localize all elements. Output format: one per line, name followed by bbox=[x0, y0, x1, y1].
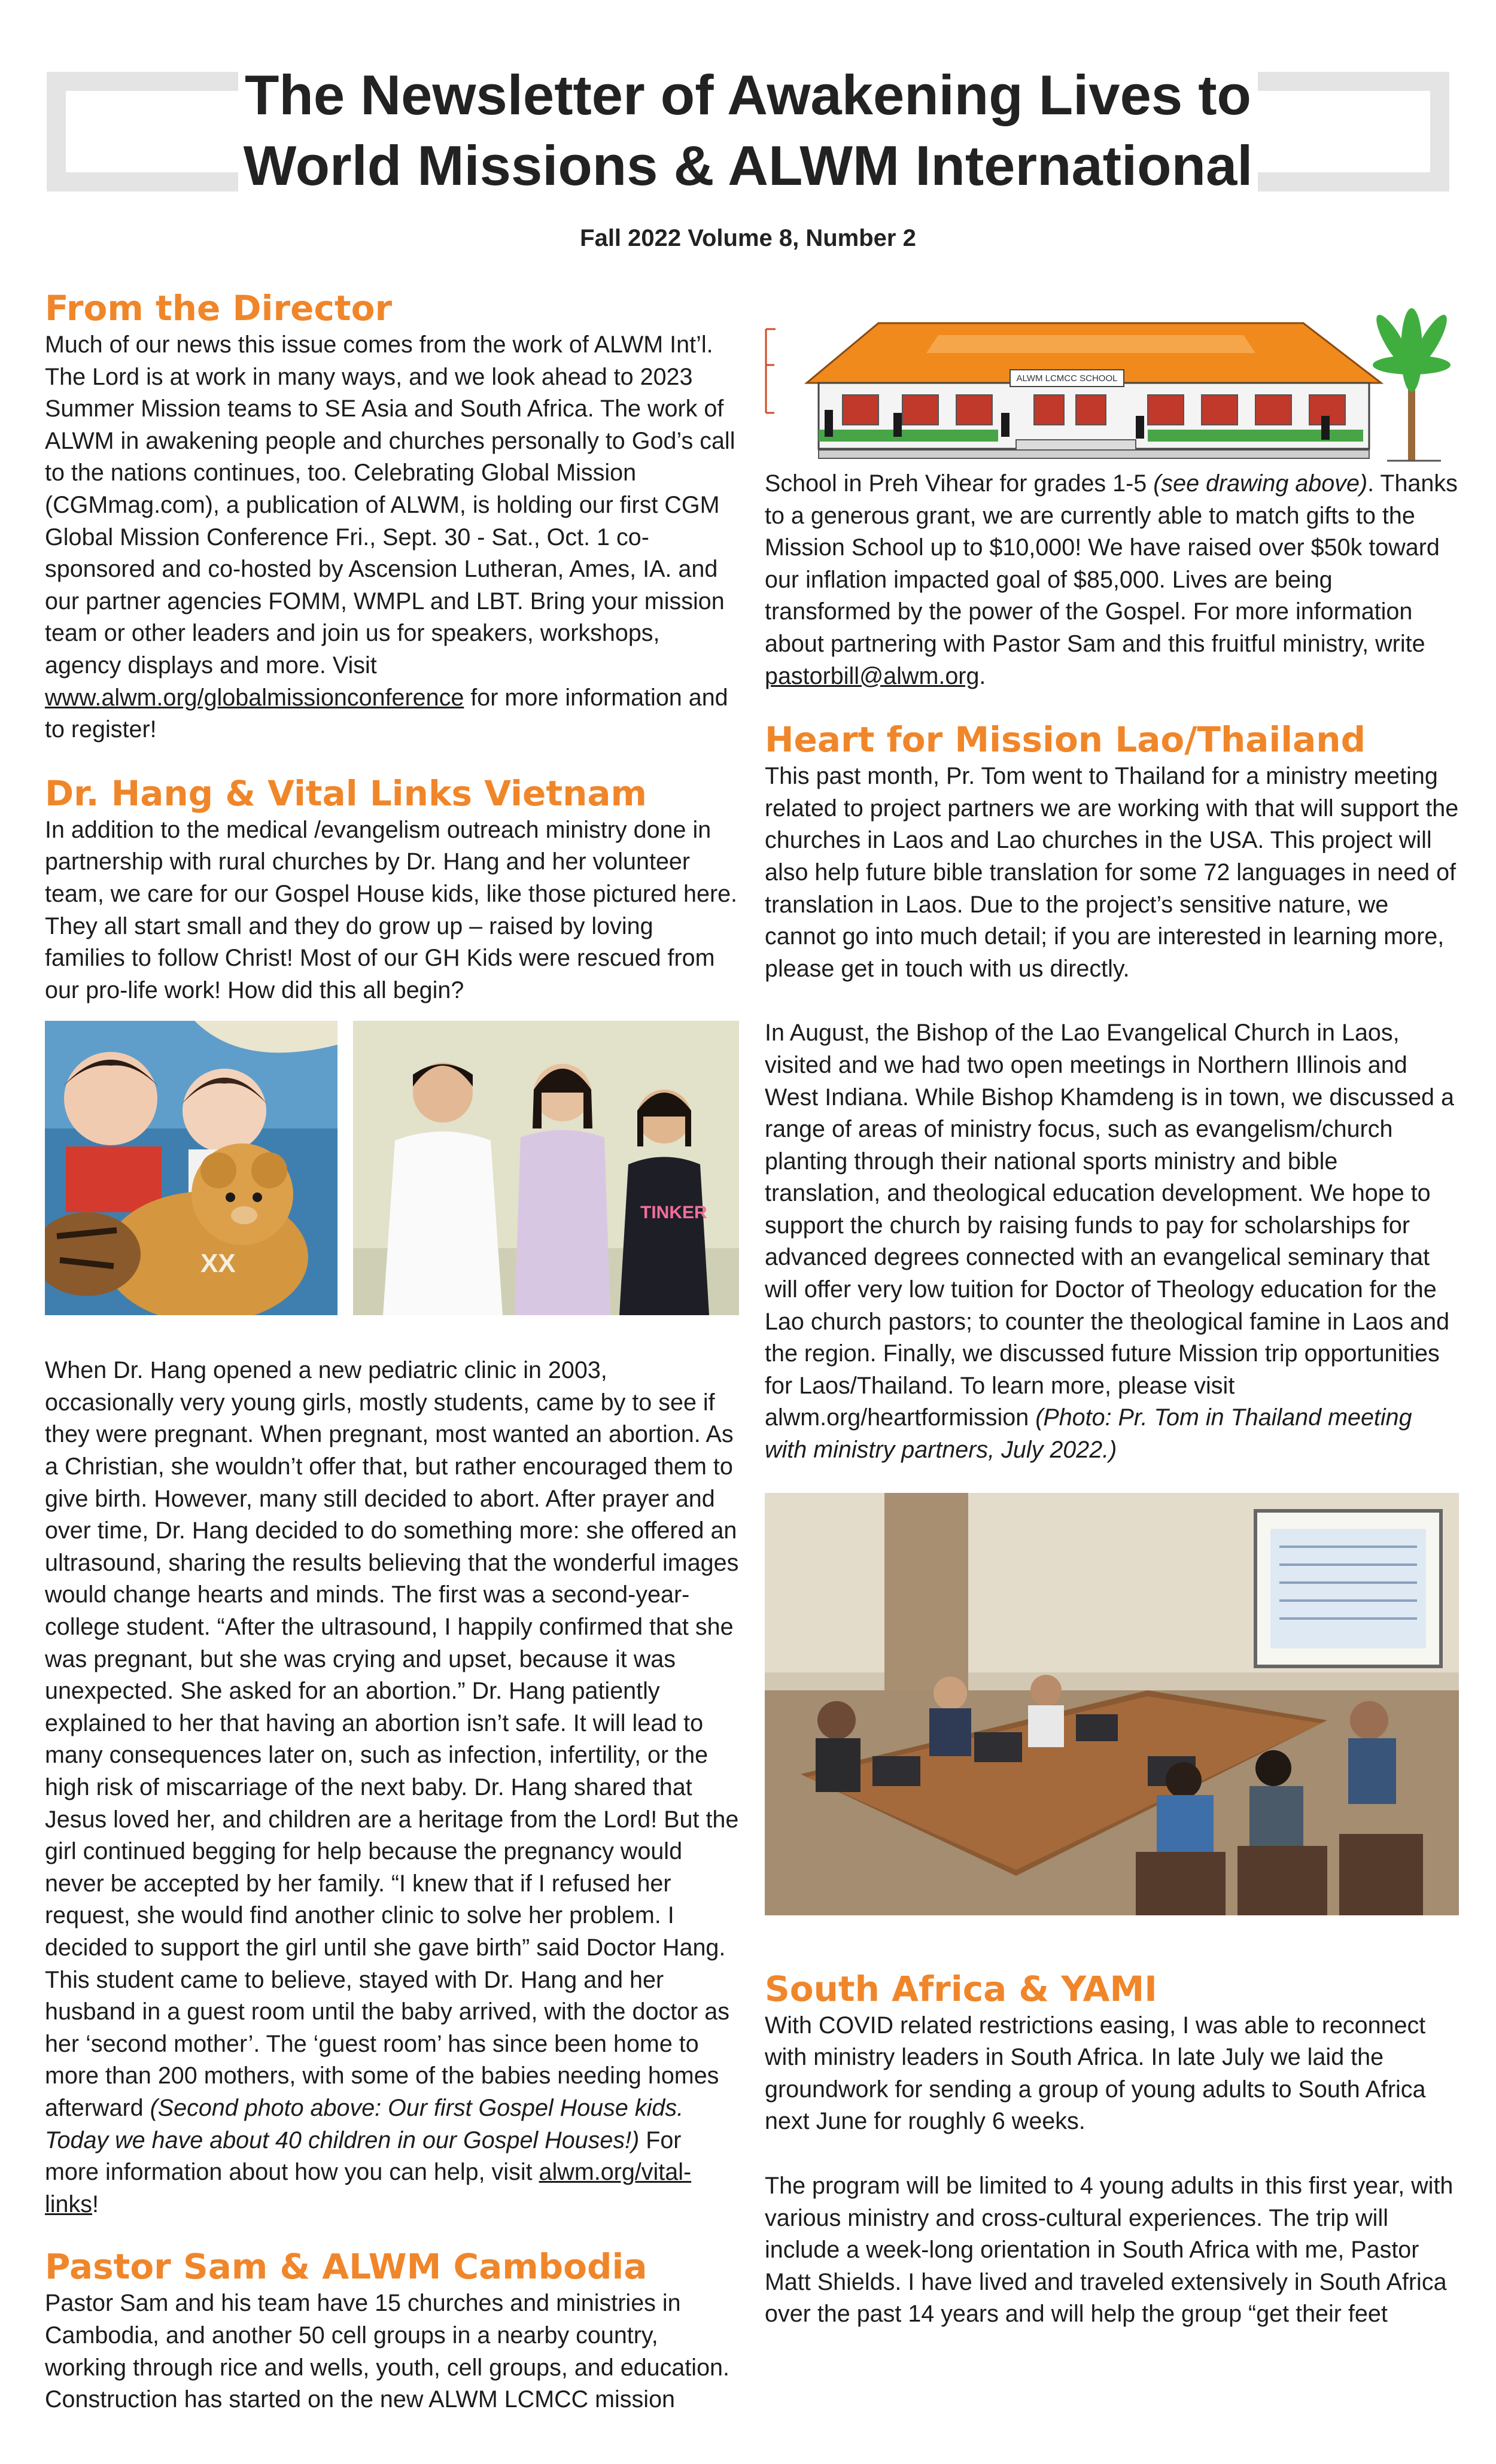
south-africa-heading: South Africa & YAMI bbox=[765, 1968, 1157, 2009]
photo-gospel-house-kids bbox=[353, 1021, 739, 1315]
header-bracket-right bbox=[1258, 72, 1449, 191]
sam-continued-body: . Thanks to a generous grant, we are currently able to match gifts to the Mission School up to $10,000! We have raised over $50k toward our inflation impacted goal of $85,000. Lives are being transformed by the power of the Gospel. For more information about partnering with Pastor Sam and this fruitful ministry, write bbox=[765, 470, 1458, 657]
sam-continued-text: School in Preh Vihear for grades 1-5 bbox=[765, 470, 1154, 497]
hang-story bbox=[45, 1355, 739, 2220]
title-line-2: World Missions & ALWM International bbox=[243, 134, 1253, 197]
photo-children-toys bbox=[45, 1021, 337, 1315]
conference-link[interactable]: www.alwm.org/globalmissionconference bbox=[45, 684, 464, 711]
heart-heading: Heart for Mission Lao/Thailand bbox=[765, 719, 1366, 761]
photo-thailand-meeting bbox=[765, 1493, 1459, 1915]
school-drawing bbox=[765, 293, 1459, 467]
heart-photo-caption: (Photo: Pr. Tom in Thailand meeting with ministry partners, July 2022.) bbox=[765, 1404, 1412, 1464]
director-heading: From the Director bbox=[45, 288, 393, 328]
hang-heading: Dr. Hang & Vital Links Vietnam bbox=[45, 772, 647, 814]
heart-paragraph-2 bbox=[765, 1017, 1459, 1466]
director-body bbox=[45, 329, 739, 746]
newsletter-title bbox=[215, 60, 1281, 201]
sam-continued-end: . bbox=[979, 662, 986, 689]
email-link[interactable]: pastorbill@alwm.org bbox=[765, 662, 980, 689]
tshirt-text: TINKER bbox=[640, 1203, 707, 1223]
hang-intro: In addition to the medical /evangelism outreach ministry done in partnership with rural churches by Dr. Hang and her volunteer team, we care for our Gospel House kids, like those pictured here. They all start small and they do grow up – raised by loving families to follow Christ! Most of our GH Kids were rescued from our pro-life work! How did this all begin? bbox=[45, 816, 738, 1003]
hang-story-text: When Dr. Hang opened a new pediatric clinic in 2003, occasionally very young girls, mostly students, came by to see if they were pregnant. When pregnant, most wanted an abortion. As a Christian, she wouldn’t offer that, but rather encouraged them to give birth. However, many still decided to abort. After prayer and over time, Dr. Hang decided to do something more: she offered an ultrasound, sharing the results believing that the wonderful images would change hearts and minds. The first was a second-year-college student. “After the ultrasound, I happily confirmed that she was pregnant, but she was crying and upset, because it was unexpected. She asked for an abortion.” Dr. Hang patiently explained to her that having an abortion isn’t safe. It will lead to many consequences later on, such as infection, infertility, or the high risk of miscarriage of the next baby. Dr. Hang shared that Jesus loved her, and children are a heritage from the Lord! But the girl continued begging for help because the pregnancy would never be accepted by her family. “I knew that if I refused her request, she would find another clinic to solve her problem. I decided to support the girl until she gave birth” said Doctor Hang. This student came to believe, stayed with Dr. Hang and her husband in a guest room until the baby arrived, with the doctor as her ‘second mother’. The ‘guest room’ has since been home to more than 200 mothers, with some of the babies needing homes afterward bbox=[45, 1357, 739, 2121]
header-bracket-left bbox=[47, 72, 238, 191]
director-text-end: for more information and to register! bbox=[45, 684, 728, 743]
sam-continued bbox=[765, 468, 1459, 692]
south-africa-paragraph-2: The program will be limited to 4 young adults in this first year, with various ministry and cross-cultural experiences. The trip will include a week-long orientation in South Africa with me, Pastor Matt Shields. I have lived and traveled extensively in South Africa over the past 14 years and will help the group “get their feet bbox=[765, 2173, 1454, 2328]
sam-heading: Pastor Sam & ALWM Cambodia bbox=[45, 2246, 647, 2287]
left-column bbox=[45, 287, 739, 2416]
heart-paragraph-2-text: In August, the Bishop of the Lao Evangelical Church in Laos, visited and we had two open meetings in Northern Illinois and West Indiana. While Bishop Khamdeng is in town, we discussed a range of areas of ministry focus, such as evangelism/church planting through their national sports ministry and bible translation, and theological education development. We hope to support the church by raising funds to pay for scholarships for advanced degrees connected with an evangelical seminary that will offer very low tuition for Doctor of Theology education for the Lao church pastors; to counter the theological famine in Laos and the region. Finally, we discussed future Mission trip opportunities for Laos/Thailand. To learn more, please visit alwm.org/heartformission bbox=[765, 1020, 1454, 1431]
school-sign: ALWM LCMCC SCHOOL bbox=[1016, 373, 1118, 384]
toy-tshirt-text: XX bbox=[200, 1249, 236, 1279]
director-text: Much of our news this issue comes from the work of ALWM Int’l. The Lord is at work in many ways, and we look ahead to 2023 Summer Mission teams to SE Asia and South Africa. The work of ALWM in awakening people and churches personally to God’s call to the nations continues, too. Celebrating Global Mission (CGMmag.com), a publication of ALWM, is holding our first CGM Global Mission Conference Fri., Sept. 30 - Sat., Oct. 1 co-sponsored and co-hosted by Ascension Lutheran, Ames, IA. and our partner agencies FOMM, WMPL and LBT. Bring your mission team or other leaders and join us for speakers, workshops, agency displays and more. Visit bbox=[45, 331, 735, 679]
school-drawing-caption: (see drawing above) bbox=[1153, 470, 1368, 497]
issue-info: Fall 2022 Volume 8, Number 2 bbox=[580, 225, 916, 251]
hang-story-end: ! bbox=[92, 2191, 99, 2217]
heart-paragraph-1: This past month, Pr. Tom went to Thailand for a ministry meeting related to project partners we are working with that will support the churches in Laos and Lao churches in the USA. This project will also help future bible translation for some 72 languages in need of translation in Laos. Due to the project’s sensitive nature, we cannot go into much detail; if you are interested in learning more, please get in touch with us directly. bbox=[765, 763, 1459, 982]
right-column bbox=[765, 293, 1459, 2331]
sam-body: Pastor Sam and his team have 15 churches and ministries in Cambodia, and another 50 cell groups in a nearby country, working through rice and wells, youth, cell groups, and education. Construction has started on the new ALWM LCMCC mission bbox=[45, 2290, 729, 2413]
hang-photos bbox=[45, 1021, 739, 1315]
title-line-1: The Newsletter of Awakening Lives to bbox=[245, 63, 1251, 126]
south-africa-paragraph-1: With COVID related restrictions easing, I was able to reconnect with ministry leaders in South Africa. In late July we laid the groundwork for sending a group of young adults to South Africa next June for roughly 6 weeks. bbox=[765, 2012, 1426, 2135]
vital-links-link[interactable]: alwm.org/vital-links bbox=[45, 2159, 692, 2217]
hang-photo-caption: (Second photo above: Our first Gospel House kids. Today we have about 40 children in our Gospel Houses!) bbox=[45, 2094, 684, 2153]
hang-story-tail: For more information about how you can help, visit bbox=[45, 2127, 682, 2186]
